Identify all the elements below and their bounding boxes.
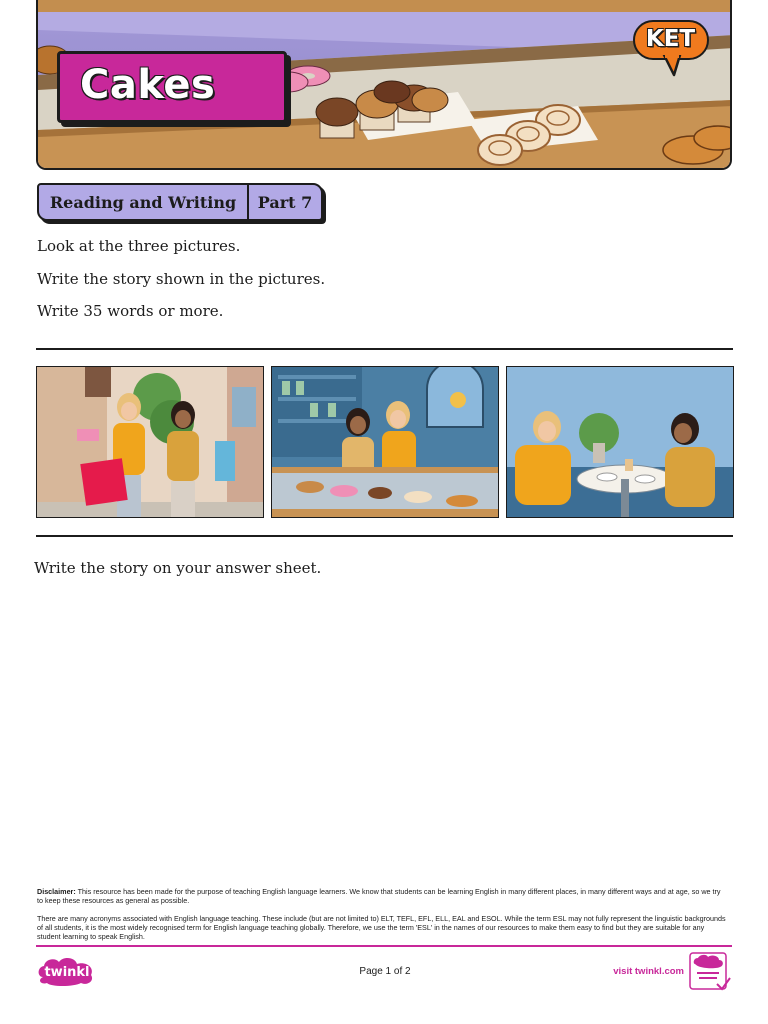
- twinkl-logo-text: twinkl: [44, 965, 90, 980]
- disclaimer-paragraph-1: [37, 887, 727, 905]
- instruction-1: Look at the three pictures.: [37, 237, 241, 255]
- girls-eating-cake-cafe-illustration: [507, 367, 734, 518]
- answer-sheet-note: Write the story on your answer sheet.: [34, 559, 322, 577]
- picture-1: [36, 366, 264, 518]
- girls-at-cake-counter-illustration: [272, 367, 499, 518]
- speech-bubble-tail-icon: [662, 55, 682, 77]
- page-number: Page 1 of 2: [359, 966, 411, 977]
- divider-bottom: [36, 535, 733, 537]
- disclaimer-text-1: This resource has been made for the purpose of teaching English language learners. We know that students can be learning English in many different places, in many different ways and at age, so we try to keep these resources as general as possible.: [37, 887, 721, 905]
- visit-twinkl-link[interactable]: visit twinkl.com: [613, 966, 684, 977]
- instruction-3: Write 35 words or more.: [37, 302, 224, 320]
- two-girls-shopping-street-illustration: [37, 367, 264, 518]
- ket-badge-label: KET: [645, 26, 696, 52]
- footer-divider: [36, 945, 732, 947]
- section-label: Reading and Writing: [39, 185, 249, 219]
- instruction-2: Write the story shown in the pictures.: [37, 270, 326, 288]
- divider-top: [36, 348, 733, 350]
- section-tab: [37, 183, 323, 221]
- quality-standard-badge-icon: [689, 952, 731, 992]
- twinkl-logo-icon[interactable]: [37, 955, 97, 987]
- disclaimer-paragraph-2: There are many acronyms associated with English language teaching. These include (but are not limited to) ELT, TEFL, EFL, ELL, EAL and ESOL. While the term ESL may not fully represent the linguistic backgrounds of all students, it is the most widely recognised term for English language teaching globally. Therefore, we use the term 'ESL' in the names of our resources to make them easy to find but they are suitable for any student learning to speak English.: [37, 914, 726, 941]
- picture-2: [271, 366, 499, 518]
- page-title: Cakes: [80, 62, 216, 108]
- picture-3: [506, 366, 734, 518]
- disclaimer-label: Disclaimer:: [37, 887, 76, 896]
- title-box: [57, 51, 287, 123]
- section-part: Part 7: [257, 192, 313, 212]
- ket-badge: [633, 20, 709, 60]
